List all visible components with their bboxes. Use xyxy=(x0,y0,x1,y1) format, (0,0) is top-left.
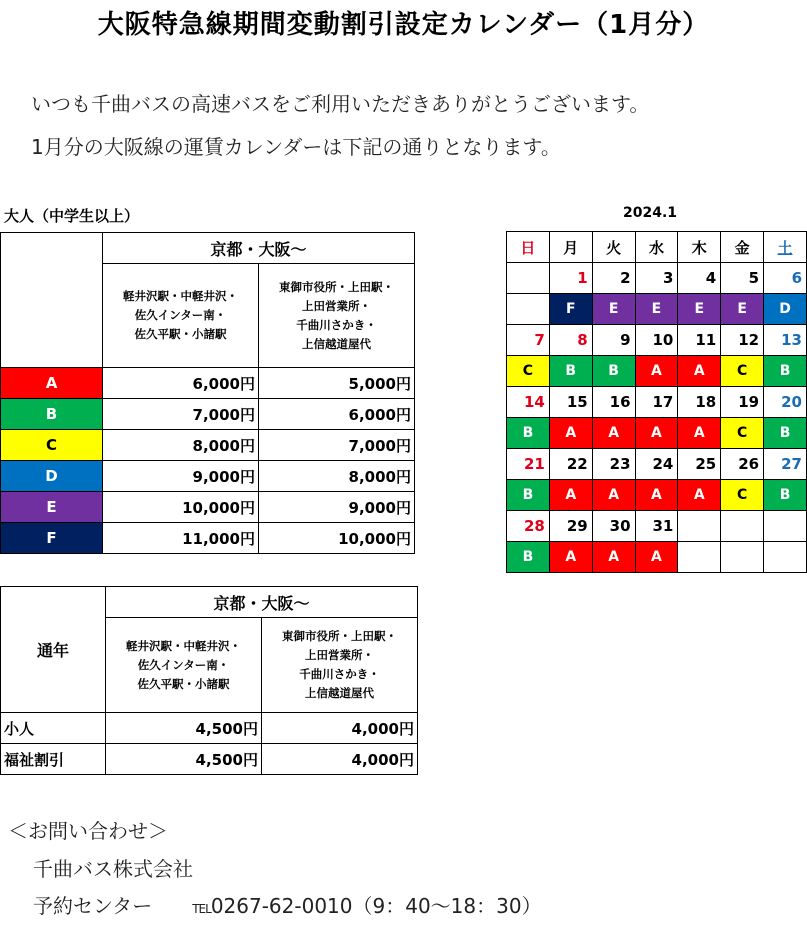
calendar-fare-class: F xyxy=(549,294,592,325)
calendar-fare-class: C xyxy=(721,480,764,511)
annual-row-label: 通年 xyxy=(1,587,106,713)
fare-class-cell: E xyxy=(1,492,103,523)
calendar-fare-class: E xyxy=(678,294,721,325)
calendar-fare-class: C xyxy=(721,418,764,449)
calendar-fare-class: A xyxy=(549,418,592,449)
calendar-day: 5 xyxy=(721,263,764,294)
calendar-day: 19 xyxy=(721,387,764,418)
calendar-fare-class: A xyxy=(592,542,635,573)
calendar-day xyxy=(721,511,764,542)
calendar-fare-class xyxy=(764,542,807,573)
annual-table-header: 京都・大阪〜 xyxy=(106,587,418,618)
calendar-weekday: 月 xyxy=(549,232,592,263)
calendar-day: 24 xyxy=(635,449,678,480)
fare-value-col1: 7,000円 xyxy=(103,399,259,430)
contact-center: 予約センター xyxy=(33,894,153,918)
calendar-fare-class: C xyxy=(507,356,550,387)
fare-value-col2: 8,000円 xyxy=(259,461,415,492)
calendar-fare-class: E xyxy=(592,294,635,325)
fare-value-col2: 7,000円 xyxy=(259,430,415,461)
calendar-day: 3 xyxy=(635,263,678,294)
calendar-year-month: 2024.1 xyxy=(622,205,678,221)
fare-value-col1: 9,000円 xyxy=(103,461,259,492)
calendar-fare-class: A xyxy=(635,480,678,511)
calendar-fare-class: B xyxy=(507,542,550,573)
calendar-weekday: 水 xyxy=(635,232,678,263)
calendar-fare-class xyxy=(721,542,764,573)
calendar-date-row xyxy=(507,263,807,294)
calendar-day: 12 xyxy=(721,325,764,356)
calendar-day: 26 xyxy=(721,449,764,480)
calendar-fare-class: B xyxy=(592,356,635,387)
fare-row xyxy=(1,430,415,461)
page-title: 大阪特急線期間変動割引設定カレンダー（1月分） xyxy=(97,10,710,40)
calendar-day: 31 xyxy=(635,511,678,542)
calendar-weekday: 火 xyxy=(592,232,635,263)
fare-row xyxy=(1,492,415,523)
calendar-fare-class: E xyxy=(721,294,764,325)
calendar-weekday: 木 xyxy=(678,232,721,263)
intro-line-2: 1月分の大阪線の運賃カレンダーは下記の通りとなります。 xyxy=(31,135,561,159)
calendar-date-row xyxy=(507,325,807,356)
calendar-fare-class: B xyxy=(507,418,550,449)
calendar-fare-class: B xyxy=(507,480,550,511)
intro-line-1: いつも千曲バスの高速バスをご利用いただきありがとうございます。 xyxy=(31,92,650,116)
annual-row-welfare: 福祉割引 4,500円 4,000円 xyxy=(1,744,418,775)
calendar-fare-row xyxy=(507,418,807,449)
calendar-fare-class: A xyxy=(549,480,592,511)
calendar-fare-class: A xyxy=(592,418,635,449)
calendar-fare-class: A xyxy=(635,418,678,449)
fare-calendar xyxy=(506,231,807,573)
calendar-day: 10 xyxy=(635,325,678,356)
calendar-weekday: 土 xyxy=(764,232,807,263)
calendar-fare-class: B xyxy=(764,418,807,449)
calendar-day: 15 xyxy=(549,387,592,418)
annual-row-child: 小人 4,500円 4,000円 xyxy=(1,713,418,744)
calendar-day: 21 xyxy=(507,449,550,480)
calendar-day: 23 xyxy=(592,449,635,480)
calendar-day: 18 xyxy=(678,387,721,418)
fare-value-col2: 10,000円 xyxy=(259,523,415,554)
calendar-fare-class xyxy=(678,542,721,573)
calendar-date-row xyxy=(507,511,807,542)
fare-value-col2: 5,000円 xyxy=(259,368,415,399)
calendar-fare-class: C xyxy=(721,356,764,387)
calendar-fare-class: A xyxy=(678,418,721,449)
fare-value-col2: 6,000円 xyxy=(259,399,415,430)
calendar-fare-class: A xyxy=(635,542,678,573)
fare-row xyxy=(1,461,415,492)
calendar-day: 11 xyxy=(678,325,721,356)
calendar-day: 8 xyxy=(549,325,592,356)
fare-class-cell: F xyxy=(1,523,103,554)
calendar-fare-class: E xyxy=(635,294,678,325)
calendar-fare-row xyxy=(507,356,807,387)
annual-col1-stops: 軽井沢駅・中軽井沢・ 佐久インター南・ 佐久平駅・小諸駅 xyxy=(106,618,262,713)
calendar-day: 27 xyxy=(764,449,807,480)
fare-value-col1: 11,000円 xyxy=(103,523,259,554)
fare-value-col1: 10,000円 xyxy=(103,492,259,523)
calendar-day xyxy=(507,263,550,294)
calendar-fare-class: D xyxy=(764,294,807,325)
calendar-day: 16 xyxy=(592,387,635,418)
calendar-fare-class: A xyxy=(678,356,721,387)
calendar-fare-class: B xyxy=(764,480,807,511)
contact-company: 千曲バス株式会社 xyxy=(33,857,193,881)
contact-heading: ＜お問い合わせ＞ xyxy=(8,819,168,843)
fare-value-col1: 8,000円 xyxy=(103,430,259,461)
calendar-day xyxy=(764,511,807,542)
fare-row xyxy=(1,523,415,554)
calendar-fare-row xyxy=(507,294,807,325)
calendar-fare-class: A xyxy=(549,542,592,573)
calendar-day: 14 xyxy=(507,387,550,418)
calendar-day: 4 xyxy=(678,263,721,294)
calendar-day: 22 xyxy=(549,449,592,480)
calendar-day: 1 xyxy=(549,263,592,294)
calendar-fare-class: B xyxy=(764,356,807,387)
calendar-day: 2 xyxy=(592,263,635,294)
fare-value-col2: 9,000円 xyxy=(259,492,415,523)
fare-class-cell: D xyxy=(1,461,103,492)
calendar-weekday-row xyxy=(507,232,807,263)
calendar-date-row xyxy=(507,449,807,480)
fare-class-cell: C xyxy=(1,430,103,461)
calendar-weekday: 日 xyxy=(507,232,550,263)
calendar-day: 28 xyxy=(507,511,550,542)
fare-value-col1: 6,000円 xyxy=(103,368,259,399)
tel-mark: TEL xyxy=(192,902,211,916)
calendar-day: 20 xyxy=(764,387,807,418)
calendar-fare-row xyxy=(507,480,807,511)
calendar-weekday: 金 xyxy=(721,232,764,263)
calendar-day: 6 xyxy=(764,263,807,294)
fare-row xyxy=(1,368,415,399)
calendar-day: 7 xyxy=(507,325,550,356)
calendar-day: 29 xyxy=(549,511,592,542)
calendar-day: 9 xyxy=(592,325,635,356)
fare-class-cell: A xyxy=(1,368,103,399)
calendar-day: 25 xyxy=(678,449,721,480)
calendar-fare-class: A xyxy=(678,480,721,511)
calendar-fare-class: B xyxy=(549,356,592,387)
calendar-day: 30 xyxy=(592,511,635,542)
tel-number: 0267-62-0010（9：40〜18：30） xyxy=(210,894,542,918)
calendar-fare-class xyxy=(507,294,550,325)
annual-fare-table xyxy=(0,586,418,775)
fare-row xyxy=(1,399,415,430)
fare-section-label: 大人（中学生以上） xyxy=(4,207,140,225)
fare-table-corner xyxy=(1,233,103,368)
calendar-day: 13 xyxy=(764,325,807,356)
calendar-date-row xyxy=(507,387,807,418)
fare-class-cell: B xyxy=(1,399,103,430)
calendar-day: 17 xyxy=(635,387,678,418)
fare-col1-stops: 軽井沢駅・中軽井沢・ 佐久インター南・ 佐久平駅・小諸駅 xyxy=(103,264,259,368)
calendar-day xyxy=(678,511,721,542)
fare-table-header: 京都・大阪〜 xyxy=(103,233,415,264)
fare-table xyxy=(0,232,415,554)
fare-col2-stops: 東御市役所・上田駅・ 上田営業所・ 千曲川さかき・ 上信越道屋代 xyxy=(259,264,415,368)
calendar-fare-class: A xyxy=(592,480,635,511)
calendar-fare-row xyxy=(507,542,807,573)
contact-phone xyxy=(33,890,542,919)
calendar-fare-class: A xyxy=(635,356,678,387)
annual-col2-stops: 東御市役所・上田駅・ 上田営業所・ 千曲川さかき・ 上信越道屋代 xyxy=(262,618,418,713)
